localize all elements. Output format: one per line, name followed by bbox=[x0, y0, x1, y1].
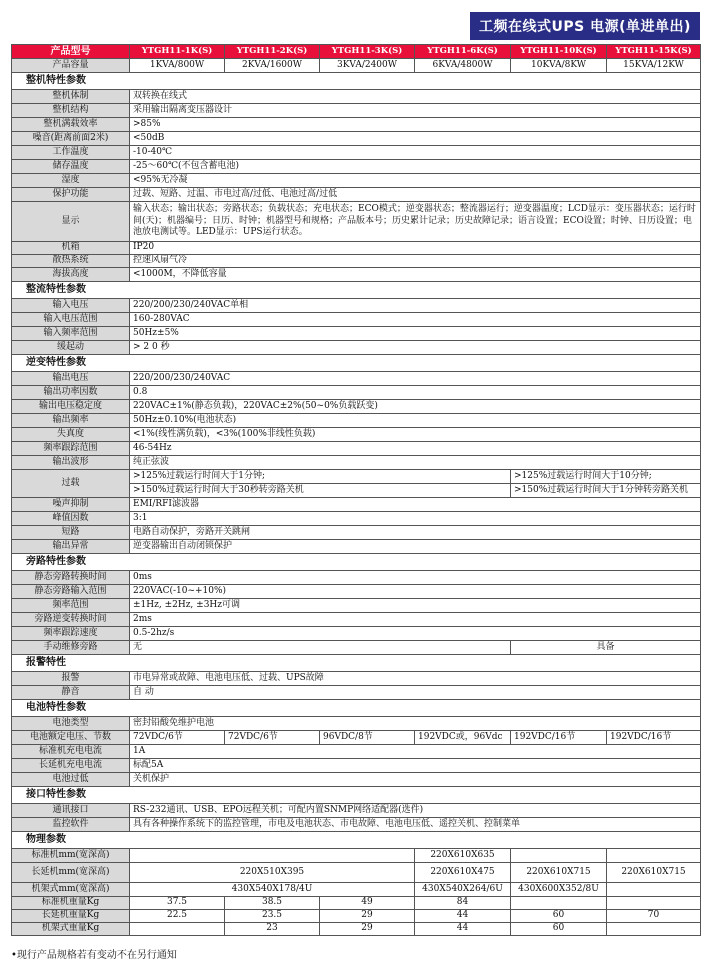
rack-weight-2: 23 bbox=[225, 922, 320, 935]
row-value: IP20 bbox=[130, 242, 701, 255]
page-banner: 工频在线式UPS 电源(单进单出) bbox=[470, 12, 700, 40]
model-3: YTGH11-3K(S) bbox=[320, 45, 415, 59]
row-label: 电池类型 bbox=[12, 717, 130, 731]
rack-weight-3: 29 bbox=[320, 922, 415, 935]
std-weight-2: 38.5 bbox=[225, 897, 320, 910]
section-physical: 物理参数 bbox=[12, 832, 701, 849]
row-value: 自 动 bbox=[130, 686, 701, 700]
row-label: 机架式mm(宽深高) bbox=[12, 883, 130, 897]
spec-table bbox=[11, 44, 701, 936]
section-alarm: 报警特性 bbox=[12, 655, 701, 672]
row-label: 输出异常 bbox=[12, 540, 130, 554]
manual-bypass-small: 无 bbox=[130, 641, 511, 655]
row-value: -10-40℃ bbox=[130, 146, 701, 160]
rack-dim-g6 bbox=[607, 883, 701, 897]
row-label: 整机结构 bbox=[12, 104, 130, 118]
row-value: 具有各种操作系统下的监控管理，市电及电池状态、市电故障、电池电压低、遥控关机、控制菜单 bbox=[130, 818, 701, 832]
row-value: 控速风扇气冷 bbox=[130, 255, 701, 268]
std-weight-3: 49 bbox=[320, 897, 415, 910]
row-label: 频率跟踪范围 bbox=[12, 442, 130, 456]
battery-rated-6: 192VDC/16节 bbox=[607, 731, 701, 745]
capacity-4: 6KVA/4800W bbox=[415, 59, 511, 73]
row-value: 密封铅酸免维护电池 bbox=[130, 717, 701, 731]
overload-large-1: >125%过载运行时间大于10分钟; bbox=[511, 470, 701, 484]
long-dim-g123: 220X510X395 bbox=[130, 863, 415, 883]
row-label: 储存温度 bbox=[12, 160, 130, 174]
rack-dim-g4: 430X540X264/6U bbox=[415, 883, 511, 897]
std-dim-g6 bbox=[607, 849, 701, 863]
manual-bypass-large: 具备 bbox=[511, 641, 701, 655]
row-value: 过载、短路、过温、市电过高/过低、电池过高/过低 bbox=[130, 188, 701, 202]
section-input: 整流特性参数 bbox=[12, 282, 701, 299]
row-value: 电路自动保护，旁路开关跳闸 bbox=[130, 526, 701, 540]
long-dim-g5: 220X610X715 bbox=[511, 863, 607, 883]
row-value: 220VAC±1%(静态负载)，220VAC±2%(50~0%负载跃变) bbox=[130, 400, 701, 414]
rack-weight-5: 60 bbox=[511, 922, 607, 935]
rack-dim-g123: 430X540X178/4U bbox=[130, 883, 415, 897]
row-label: 长延机重量Kg bbox=[12, 909, 130, 922]
std-weight-5 bbox=[511, 897, 607, 910]
rack-weight-4: 44 bbox=[415, 922, 511, 935]
row-value: > 2 0 秒 bbox=[130, 341, 701, 355]
row-label: 频率范围 bbox=[12, 599, 130, 613]
row-label: 电池过低 bbox=[12, 773, 130, 787]
row-label: 标准机充电电流 bbox=[12, 745, 130, 759]
row-value: 双转换在线式 bbox=[130, 90, 701, 104]
overload-large-2: >150%过载运行时间大于1分钟转旁路关机 bbox=[511, 484, 701, 498]
row-label: 输出功率因数 bbox=[12, 386, 130, 400]
row-label: 标准机重量Kg bbox=[12, 897, 130, 910]
row-label: 长延机mm(宽深高) bbox=[12, 863, 130, 883]
row-label: 监控软件 bbox=[12, 818, 130, 832]
long-dim-g6: 220X610X715 bbox=[607, 863, 701, 883]
row-value: <95%无冷凝 bbox=[130, 174, 701, 188]
header-row bbox=[12, 45, 701, 59]
row-value: 采用输出隔离变压器设计 bbox=[130, 104, 701, 118]
row-label: 显示 bbox=[12, 202, 130, 242]
row-label: 输入频率范围 bbox=[12, 327, 130, 341]
rack-weight-1 bbox=[130, 922, 225, 935]
row-label: 峰值因数 bbox=[12, 512, 130, 526]
row-label: 噪音(距离前面2米) bbox=[12, 132, 130, 146]
row-label: 整机体制 bbox=[12, 90, 130, 104]
row-value: 纯正弦波 bbox=[130, 456, 701, 470]
row-label: 通讯接口 bbox=[12, 804, 130, 818]
row-label: 机架式重量Kg bbox=[12, 922, 130, 935]
capacity-row bbox=[12, 59, 701, 73]
std-dim-g5 bbox=[511, 849, 607, 863]
section-inverter: 逆变特性参数 bbox=[12, 355, 701, 372]
row-label: 输入电压范围 bbox=[12, 313, 130, 327]
row-label: 整机满载效率 bbox=[12, 118, 130, 132]
capacity-3: 3KVA/2400W bbox=[320, 59, 415, 73]
long-weight-5: 60 bbox=[511, 909, 607, 922]
row-label: 电池额定电压、节数 bbox=[12, 731, 130, 745]
row-value: 220/200/230/240VAC单相 bbox=[130, 299, 701, 313]
rack-weight-6 bbox=[607, 922, 701, 935]
row-label: 输出波形 bbox=[12, 456, 130, 470]
row-value: RS-232通讯、USB、EPO远程关机；可配内置SNMP网络适配器(选件) bbox=[130, 804, 701, 818]
capacity-5: 10KVA/8KW bbox=[511, 59, 607, 73]
row-label: 输出电压稳定度 bbox=[12, 400, 130, 414]
row-value: 1A bbox=[130, 745, 701, 759]
capacity-label: 产品容量 bbox=[12, 59, 130, 73]
capacity-2: 2KVA/1600W bbox=[225, 59, 320, 73]
battery-rated-2: 72VDC/6节 bbox=[225, 731, 320, 745]
row-label: 静音 bbox=[12, 686, 130, 700]
row-value: 0.5-2hz/s bbox=[130, 627, 701, 641]
row-value: 46-54Hz bbox=[130, 442, 701, 456]
row-value: 0.8 bbox=[130, 386, 701, 400]
overload-label: 过载 bbox=[12, 470, 130, 498]
long-weight-1: 22.5 bbox=[130, 909, 225, 922]
std-weight-1: 37.5 bbox=[130, 897, 225, 910]
section-interface: 接口特性参数 bbox=[12, 787, 701, 804]
row-label: 输入电压 bbox=[12, 299, 130, 313]
row-value: 关机保护 bbox=[130, 773, 701, 787]
row-label: 湿度 bbox=[12, 174, 130, 188]
long-weight-3: 29 bbox=[320, 909, 415, 922]
model-5: YTGH11-10K(S) bbox=[511, 45, 607, 59]
row-value: 0ms bbox=[130, 571, 701, 585]
row-value: ±1Hz, ±2Hz, ±3Hz可调 bbox=[130, 599, 701, 613]
section-battery: 电池特性参数 bbox=[12, 700, 701, 717]
row-label: 机箱 bbox=[12, 242, 130, 255]
row-label: 手动维修旁路 bbox=[12, 641, 130, 655]
row-value: <50dB bbox=[130, 132, 701, 146]
long-weight-6: 70 bbox=[607, 909, 701, 922]
battery-rated-4: 192VDC或，96Vdc bbox=[415, 731, 511, 745]
row-value: -25～60℃(不包含蓄电池) bbox=[130, 160, 701, 174]
row-label: 旁路逆变转换时间 bbox=[12, 613, 130, 627]
row-label: 频率跟踪速度 bbox=[12, 627, 130, 641]
model-4: YTGH11-6K(S) bbox=[415, 45, 511, 59]
row-value: 2ms bbox=[130, 613, 701, 627]
row-label: 静态旁路转换时间 bbox=[12, 571, 130, 585]
battery-rated-5: 192VDC/16节 bbox=[511, 731, 607, 745]
row-label: 散热系统 bbox=[12, 255, 130, 268]
long-dim-g4: 220X610X475 bbox=[415, 863, 511, 883]
row-label: 工作温度 bbox=[12, 146, 130, 160]
row-value: <1%(线性满负载)，<3%(100%非线性负载) bbox=[130, 428, 701, 442]
std-weight-6 bbox=[607, 897, 701, 910]
row-label: 噪声抑制 bbox=[12, 498, 130, 512]
row-label: 输出电压 bbox=[12, 372, 130, 386]
std-weight-4: 84 bbox=[415, 897, 511, 910]
row-label: 报警 bbox=[12, 672, 130, 686]
row-value: 标配5A bbox=[130, 759, 701, 773]
capacity-6: 15KVA/12KW bbox=[607, 59, 701, 73]
row-label: 输出频率 bbox=[12, 414, 130, 428]
overload-small-2: >150%过载运行时间大于30秒转旁路关机 bbox=[130, 484, 511, 498]
row-value: 逆变器输出自动闭锁保护 bbox=[130, 540, 701, 554]
rack-dim-g5: 430X600X352/8U bbox=[511, 883, 607, 897]
model-2: YTGH11-2K(S) bbox=[225, 45, 320, 59]
row-label: 失真度 bbox=[12, 428, 130, 442]
row-value: 220VAC(-10~+10%) bbox=[130, 585, 701, 599]
model-6: YTGH11-15K(S) bbox=[607, 45, 701, 59]
row-value: >85% bbox=[130, 118, 701, 132]
battery-rated-1: 72VDC/6节 bbox=[130, 731, 225, 745]
row-value: 3:1 bbox=[130, 512, 701, 526]
capacity-1: 1KVA/800W bbox=[130, 59, 225, 73]
row-value: <1000M，不降低容量 bbox=[130, 268, 701, 282]
long-weight-4: 44 bbox=[415, 909, 511, 922]
row-value: 50Hz±5% bbox=[130, 327, 701, 341]
std-dim-g4: 220X610X635 bbox=[415, 849, 511, 863]
row-label: 缓起动 bbox=[12, 341, 130, 355]
battery-rated-3: 96VDC/8节 bbox=[320, 731, 415, 745]
row-value: EMI/RFI滤波器 bbox=[130, 498, 701, 512]
footnote: •现行产品规格若有变动不在另行通知 bbox=[11, 950, 177, 961]
row-label: 标准机mm(宽深高) bbox=[12, 849, 130, 863]
long-weight-2: 23.5 bbox=[225, 909, 320, 922]
row-label: 短路 bbox=[12, 526, 130, 540]
display-value: 输入状态；输出状态；旁路状态；负载状态；充电状态；ECO模式；逆变器状态；整流器运行；逆变器温度；LCD显示：变压器状态；运行时间(天)；机器编号；日历、时钟；机器型号和规格；产品版本号；历史累计记录；历史故障记录；语言设置；ECO设置；时钟、日历设置；电池放电测试等。LED显示：UPS运行状态。 bbox=[130, 202, 701, 242]
row-value: 220/200/230/240VAC bbox=[130, 372, 701, 386]
row-label: 保护功能 bbox=[12, 188, 130, 202]
std-dim-g123 bbox=[130, 849, 415, 863]
row-value: 市电异常或故障、电池电压低、过载、UPS故障 bbox=[130, 672, 701, 686]
overload-small-1: >125%过载运行时间大于1分钟; bbox=[130, 470, 511, 484]
row-value: 50Hz±0.10%(电池状态) bbox=[130, 414, 701, 428]
section-bypass: 旁路特性参数 bbox=[12, 554, 701, 571]
row-label: 长延机充电电流 bbox=[12, 759, 130, 773]
row-label: 海拔高度 bbox=[12, 268, 130, 282]
row-value: 160-280VAC bbox=[130, 313, 701, 327]
header-label: 产品型号 bbox=[12, 45, 130, 59]
row-label: 静态旁路输入范围 bbox=[12, 585, 130, 599]
model-1: YTGH11-1K(S) bbox=[130, 45, 225, 59]
section-general: 整机特性参数 bbox=[12, 73, 701, 90]
